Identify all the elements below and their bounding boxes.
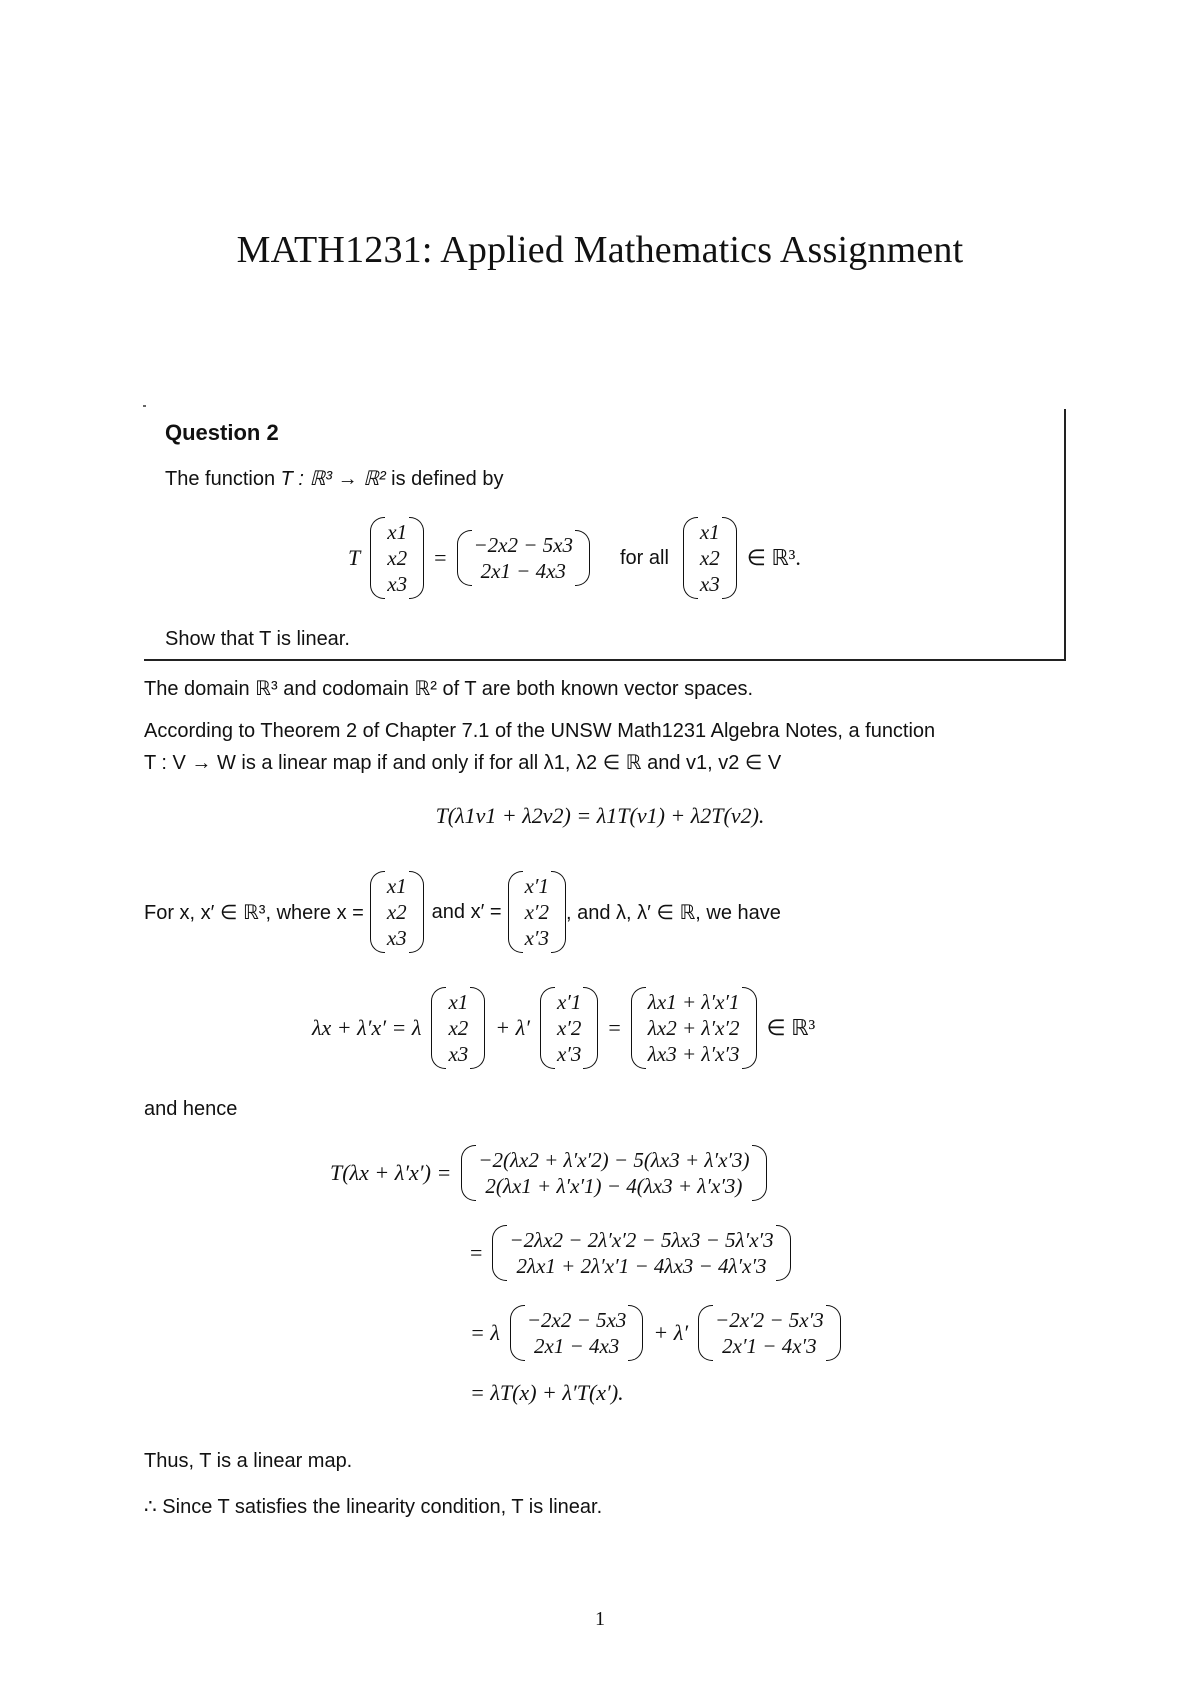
def-T: T <box>348 545 361 570</box>
vec-entry: x2 <box>387 546 408 570</box>
derivation-step-4: = λT(x) + λ′T(x′). <box>470 1380 624 1405</box>
thus-statement: Thus, T is a linear map. <box>144 1450 353 1472</box>
vec-entry: 2λx1 + 2λ′x′1 − 4λx3 − 4λ′x′3 <box>516 1254 767 1278</box>
vec-entry: −2x2 − 5x3 <box>526 1308 627 1332</box>
vec-entry: x′2 <box>524 900 550 924</box>
equals-sign: = <box>470 1240 483 1265</box>
vec-entry: x′2 <box>556 1016 582 1040</box>
vec-entry: λx2 + λ′x′2 <box>647 1016 740 1040</box>
and-hence-text: and hence <box>144 1098 238 1120</box>
vector-T-x <box>510 1305 643 1361</box>
vec-entry: x2 <box>699 546 720 570</box>
equals-sign: = <box>608 1015 621 1040</box>
paragraph-theorem-line1: According to Theorem 2 of Chapter 7.1 of the UNSW Math1231 Algebra Notes, a function <box>144 720 936 742</box>
vector-combo-rhs <box>631 987 757 1069</box>
equals-sign: = <box>434 545 447 570</box>
question-show: Show that T is linear. <box>165 628 350 650</box>
vec-entry: x1 <box>448 990 469 1014</box>
box-corner-mark <box>143 405 146 407</box>
step3-plus: + λ′ <box>653 1320 689 1345</box>
conclusion-statement: ∴ Since T satisfies the linearity condition, T is linear. <box>144 1496 603 1518</box>
for-all-text: for all <box>619 546 669 569</box>
vec-entry: 2(λx1 + λ′x′1) − 4(λx3 + λ′x′3) <box>485 1174 743 1198</box>
paragraph-domain: The domain ℝ³ and codomain ℝ² of T are both known vector spaces. <box>144 678 754 700</box>
vec-entry: x2 <box>448 1016 469 1040</box>
derivation-step-1 <box>330 1140 767 1206</box>
vec-entry: −2x2 − 5x3 <box>473 533 573 557</box>
vec-entry: x3 <box>386 926 407 950</box>
vec-entry: x1 <box>387 520 408 544</box>
vector-x-def <box>370 517 424 599</box>
vector-step2 <box>492 1225 790 1281</box>
step3-lambda: = λ <box>470 1320 500 1345</box>
vector-def-rhs <box>457 530 590 586</box>
vec-entry: −2x′2 − 5x′3 <box>715 1308 824 1332</box>
step1-lhs: T(λx + λ′x′) = <box>330 1160 452 1185</box>
page-number: 1 <box>595 1608 605 1630</box>
linearity-equation: T(λ1v1 + λ2v2) = λ1T(v1) + λ2T(v2). <box>435 803 765 828</box>
vec-entry: −2(λx2 + λ′x′2) − 5(λx3 + λ′x′3) <box>478 1148 750 1172</box>
vec-entry: λx1 + λ′x′1 <box>647 990 740 1014</box>
derivation-step-2 <box>470 1220 791 1286</box>
intro-suffix: is defined by <box>385 468 504 490</box>
vector-x <box>370 871 424 953</box>
vec-entry: x3 <box>699 572 720 596</box>
vector-x-forall <box>683 517 737 599</box>
vector-x-prime <box>508 871 566 953</box>
definition-equation <box>348 512 801 604</box>
for-suffix: , and λ, λ′ ∈ ℝ, we have <box>566 901 781 924</box>
derivation-step-3 <box>470 1300 841 1366</box>
vector-x <box>431 987 485 1069</box>
vec-entry: 2x1 − 4x3 <box>533 1334 620 1358</box>
vec-entry: x′3 <box>556 1042 582 1066</box>
paragraph-theorem-line2: T : V → W is a linear map if and only if for all λ1, λ2 ∈ ℝ and v1, v2 ∈ V <box>144 752 782 774</box>
document-title: MATH1231: Applied Mathematics Assignment <box>236 229 964 271</box>
vector-T-x-prime <box>698 1305 841 1361</box>
combo-lhs: λx + λ′x′ = λ <box>312 1015 422 1040</box>
vec-entry: x′1 <box>524 874 550 898</box>
vec-entry: 2x′1 − 4x′3 <box>722 1334 817 1358</box>
vec-entry: x′1 <box>556 990 582 1014</box>
vec-entry: −2λx2 − 2λ′x′2 − 5λx3 − 5λ′x′3 <box>509 1228 774 1252</box>
vec-entry: x1 <box>699 520 720 544</box>
question-heading: Question 2 <box>165 420 279 445</box>
in-R3: ∈ ℝ³. <box>746 545 801 570</box>
in-R3: ∈ ℝ³ <box>766 1015 816 1040</box>
for-prefix: For x, x′ ∈ ℝ³, where x = <box>144 901 364 924</box>
vec-entry: x3 <box>387 572 408 596</box>
vec-entry: x2 <box>386 900 407 924</box>
vec-entry: 2x1 − 4x3 <box>480 559 566 583</box>
vec-entry: x1 <box>386 874 407 898</box>
vec-entry: x′3 <box>524 926 550 950</box>
combo-plus: + λ′ <box>495 1015 530 1040</box>
for-x-line <box>144 866 781 958</box>
intro-prefix: The function <box>165 468 281 490</box>
vec-entry: λx3 + λ′x′3 <box>647 1042 740 1066</box>
vec-entry: x3 <box>448 1042 469 1066</box>
vector-x-prime <box>540 987 598 1069</box>
vector-step1 <box>461 1145 766 1201</box>
question-intro <box>165 466 503 491</box>
intro-map: T : ℝ³ → ℝ² <box>280 468 386 490</box>
combination-equation <box>312 980 815 1076</box>
for-and: and x′ = <box>431 900 502 923</box>
